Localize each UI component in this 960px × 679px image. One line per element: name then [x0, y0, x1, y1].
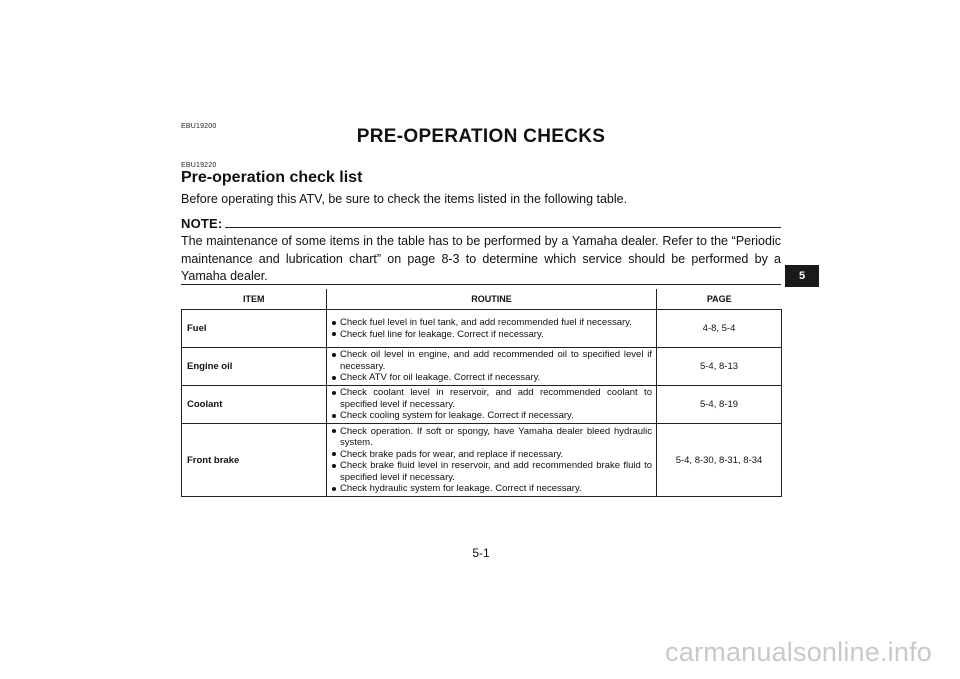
pre-operation-check-table: [181, 289, 782, 497]
table-row: [182, 424, 782, 497]
section-title: Pre-operation check list: [181, 169, 363, 186]
note-text: The maintenance of some items in the table has to be performed by a Yamaha dealer. Refer to the “Periodic maintenance and lubrication chart” on page 8-3 to determine which service should be performed by a Yamaha dealer.: [181, 234, 781, 283]
table-row: [182, 386, 782, 424]
chapter-title: PRE-OPERATION CHECKS: [356, 126, 606, 147]
routine-step: Check cooling system for leakage. Correct if necessary.: [331, 410, 652, 422]
column-header-page: PAGE: [657, 289, 782, 310]
column-header-routine: ROUTINE: [327, 289, 657, 310]
routine-step: Check fuel level in fuel tank, and add recommended fuel if necessary.: [331, 317, 652, 329]
intro-text: Before operating this ATV, be sure to check the items listed in the following table.: [181, 192, 628, 206]
row-routine: [327, 348, 657, 386]
row-page-ref: 5-4, 8-19: [657, 386, 782, 424]
routine-step: Check hydraulic system for leakage. Correct if necessary.: [331, 483, 652, 495]
row-routine: [327, 386, 657, 424]
section-code: EBU19220: [181, 162, 217, 169]
table-row: [182, 310, 782, 348]
routine-step: Check fuel line for leakage. Correct if necessary.: [331, 329, 652, 341]
routine-step: Check ATV for oil leakage. Correct if necessary.: [331, 372, 652, 384]
watermark: carmanualsonline.info: [665, 637, 932, 667]
chapter-code: EBU19200: [181, 123, 217, 130]
row-page-ref: 5-4, 8-13: [657, 348, 782, 386]
row-page-ref: 5-4, 8-30, 8-31, 8-34: [657, 424, 782, 497]
note-end-rule: [181, 284, 781, 285]
row-item: Fuel: [182, 310, 327, 348]
note-rule: [225, 227, 781, 228]
routine-step: Check operation. If soft or spongy, have Yamaha dealer bleed hydraulic system.: [331, 426, 652, 449]
routine-step: Check brake fluid level in reservoir, and add recommended brake fluid to specified level if necessary.: [331, 460, 652, 483]
column-header-item: ITEM: [182, 289, 327, 310]
page-number: 5-1: [472, 546, 490, 560]
note-header: [181, 216, 781, 231]
table-row: [182, 348, 782, 386]
routine-step: Check brake pads for wear, and replace if necessary.: [331, 449, 652, 461]
routine-step: Check oil level in engine, and add recommended oil to specified level if necessary.: [331, 349, 652, 372]
row-item: Front brake: [182, 424, 327, 497]
row-routine: [327, 424, 657, 497]
note-label: NOTE:: [181, 216, 223, 231]
chapter-tab[interactable]: 5: [785, 265, 819, 287]
row-item: Engine oil: [182, 348, 327, 386]
row-routine: [327, 310, 657, 348]
table-header-row: [182, 289, 782, 310]
row-item: Coolant: [182, 386, 327, 424]
routine-step: Check coolant level in reservoir, and add recommended coolant to specified level if necessary.: [331, 387, 652, 410]
row-page-ref: 4-8, 5-4: [657, 310, 782, 348]
